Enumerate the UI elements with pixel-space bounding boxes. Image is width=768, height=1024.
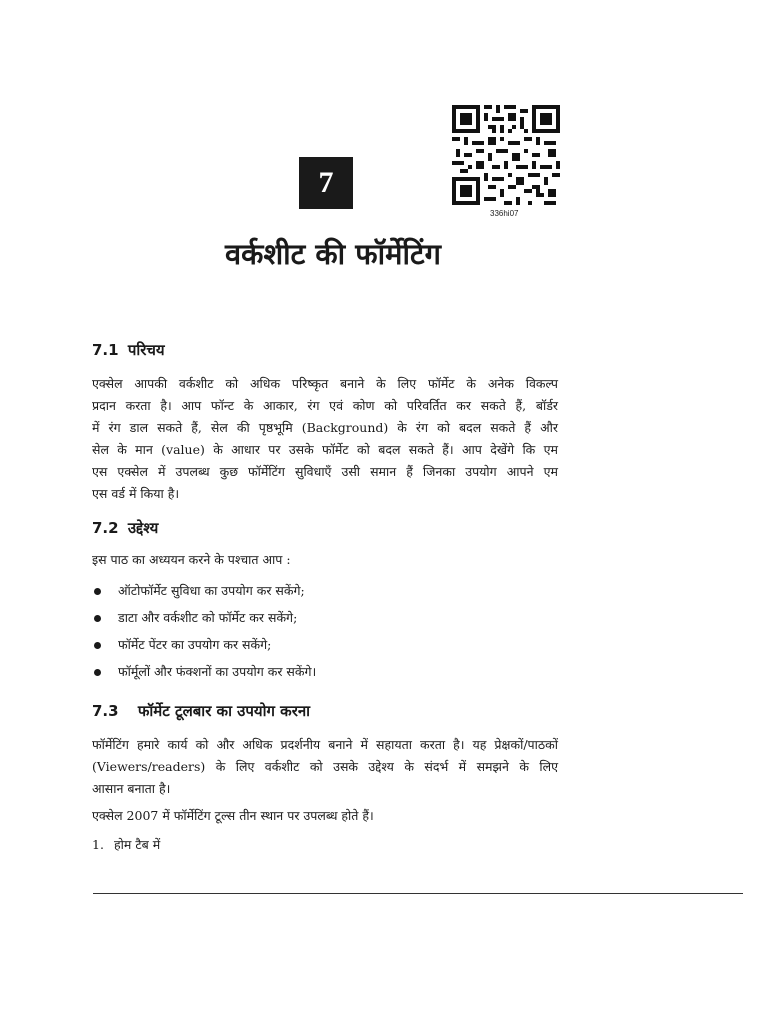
objectives-list — [92, 580, 316, 688]
section-number: 7.2 — [92, 519, 119, 537]
paragraph-line: इस पाठ का अध्ययन करने के पश्चात आप : — [92, 552, 291, 567]
chapter-number-badge: 7 — [299, 157, 353, 209]
bullet-icon — [94, 669, 101, 676]
list-item — [92, 634, 316, 661]
objectives-intro — [92, 549, 558, 571]
section-heading-format-toolbar — [92, 701, 310, 721]
paragraph-line: सेल के मान (value) के आधार पर उसके फॉर्मेट को बदल सकते हैं। आप देखेंगे कि एम — [92, 442, 558, 457]
section-number: 7.3 — [92, 702, 119, 720]
paragraph-line: आसान बनाता है। — [92, 781, 171, 796]
section-heading-objectives — [92, 518, 158, 538]
list-item-text: ऑटोफॉर्मेट सुविधा का उपयोग कर सकेंगे; — [118, 583, 305, 598]
section-number: 7.1 — [92, 341, 119, 359]
section-heading-intro — [92, 340, 165, 360]
list-item — [92, 661, 316, 688]
paragraph-line: एक्सेल 2007 में फॉर्मेटिंग टूल्स तीन स्थान पर उपलब्ध होते हैं। — [92, 808, 374, 823]
list-item-text: होम टैब में — [114, 837, 161, 852]
chapter-title: वर्कशीट की फॉर्मेटिंग — [225, 237, 441, 271]
list-item — [92, 607, 316, 634]
section-title: उद्देश्य — [127, 519, 159, 537]
list-item-text: डाटा और वर्कशीट को फॉर्मेट कर सकेंगे; — [118, 610, 298, 625]
bullet-icon — [94, 615, 101, 622]
list-number: 1. — [92, 837, 104, 852]
format-toolbar-paragraph — [92, 734, 558, 800]
bullet-icon — [94, 642, 101, 649]
paragraph-line: (Viewers/readers) के लिए वर्कशीट को उसके उद्देश्य के संदर्भ में समझने के लिए — [92, 759, 558, 774]
page-divider — [93, 893, 743, 894]
paragraph-line: एस वर्ड में किया है। — [92, 486, 180, 501]
format-tools-location-paragraph — [92, 805, 558, 827]
section-title: परिचय — [127, 341, 165, 359]
paragraph-line: में रंग डाल सकते हैं, सेल की पृष्ठभूमि (Background) के रंग को बदल सकते हैं और — [92, 420, 558, 435]
qr-code-image — [452, 105, 560, 205]
section-title: फॉर्मेट टूलबार का उपयोग करना — [137, 702, 311, 720]
intro-paragraph — [92, 373, 558, 505]
paragraph-line: फॉर्मेटिंग हमारे कार्य को और अधिक प्रदर्शनीय बनाने में सहायता करता है। यह प्रेक्षकों/पाठकों — [92, 737, 558, 752]
list-item — [92, 580, 316, 607]
qr-caption: 336hi07 — [490, 209, 519, 218]
bullet-icon — [94, 588, 101, 595]
paragraph-line: एक्सेल आपकी वर्कशीट को अधिक परिष्कृत बनाने के लिए फॉर्मेट के अनेक विकल्प — [92, 376, 558, 391]
paragraph-line: एस एक्सेल में उपलब्ध कुछ फॉर्मेटिंग सुविधाएँ उसी समान हैं जिनका उपयोग आपने एम — [92, 464, 558, 479]
list-item-text: फॉर्मेट पेंटर का उपयोग कर सकेंगे; — [118, 637, 272, 652]
numbered-list-item — [92, 836, 160, 853]
paragraph-line: प्रदान करता है। आप फॉन्ट के आकार, रंग एवं कोण को परिवर्तित कर सकते हैं, बॉर्डर — [92, 398, 558, 413]
list-item-text: फॉर्मूलों और फंक्शनों का उपयोग कर सकेंगे। — [118, 664, 317, 679]
